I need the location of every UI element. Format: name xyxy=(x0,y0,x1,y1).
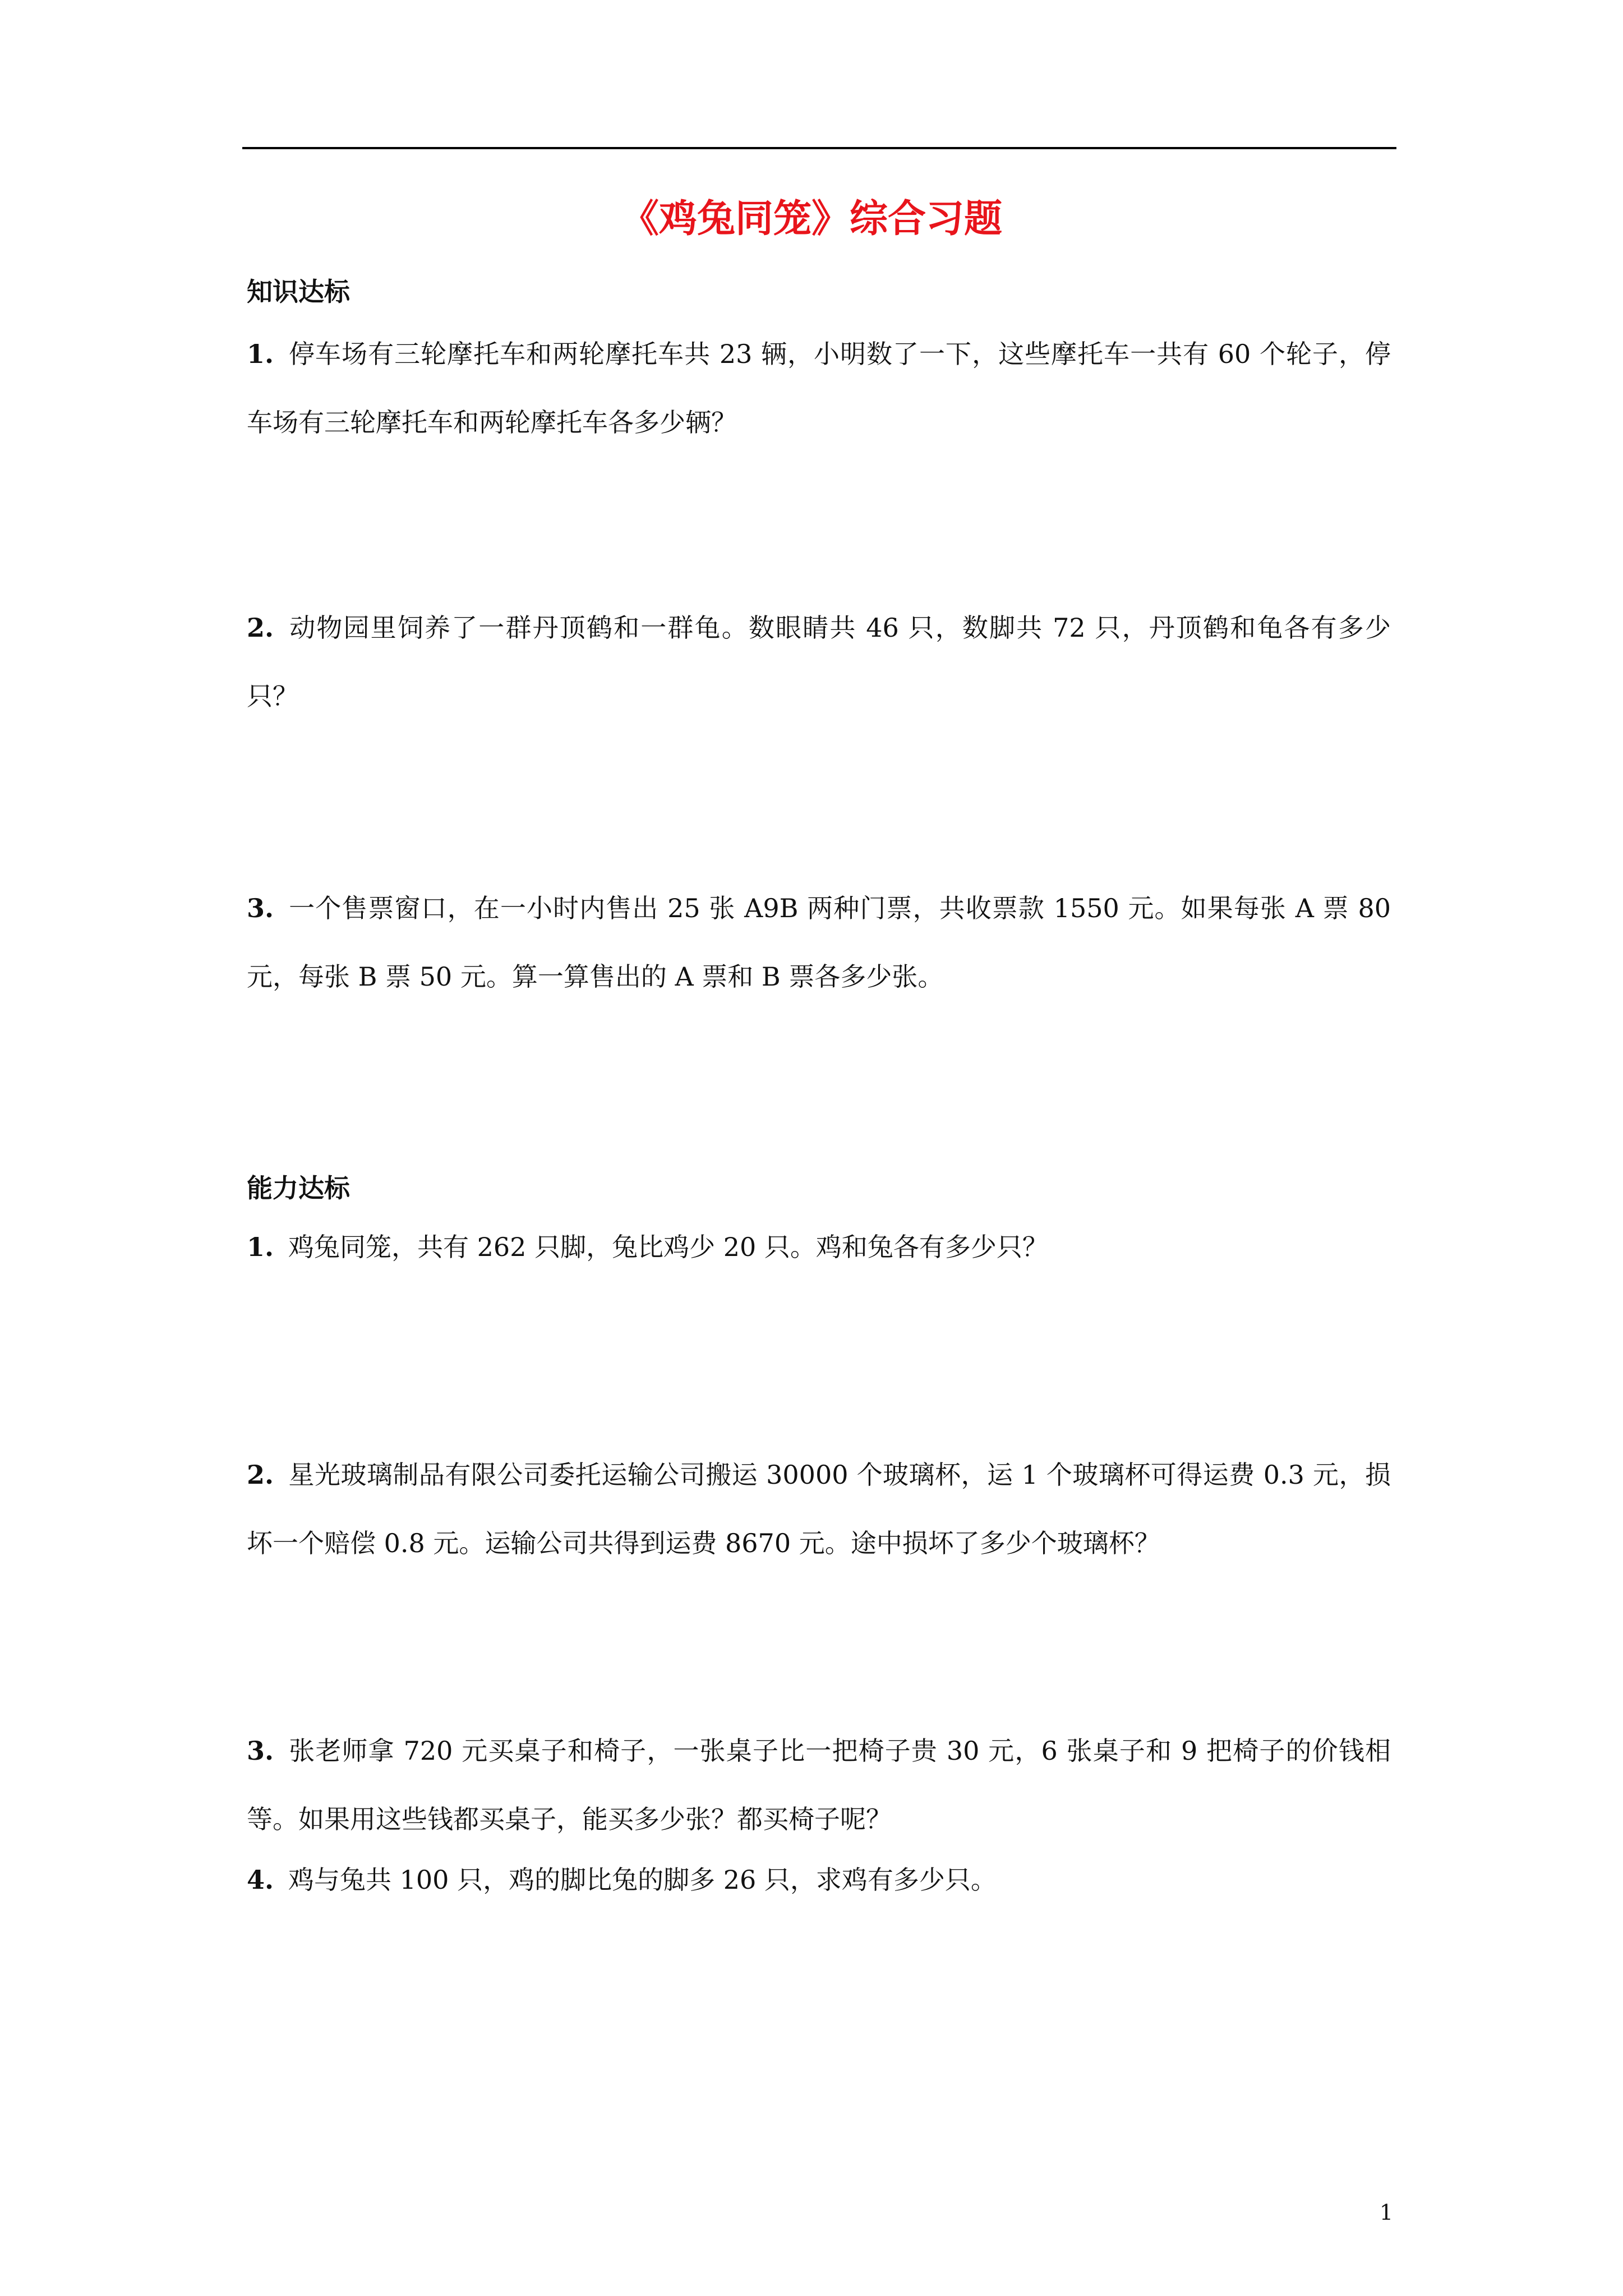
section-heading-ability: 能力达标 xyxy=(247,1173,350,1203)
question-number: 2. xyxy=(247,613,274,643)
page-number: 1 xyxy=(1379,2200,1393,2225)
question-1-3 xyxy=(247,874,1391,1011)
question-1-1 xyxy=(247,320,1391,457)
question-2-4 xyxy=(247,1846,1391,1914)
section-heading-knowledge: 知识达标 xyxy=(247,277,350,307)
question-number: 1. xyxy=(247,1232,274,1262)
question-number: 2. xyxy=(247,1460,274,1490)
question-1-2 xyxy=(247,593,1391,730)
page-title: 《鸡兔同笼》综合习题 xyxy=(620,196,1002,241)
question-text: 一个售票窗口，在一小时内售出 25 张 A9B 两种门票，共收票款 1550 元。如果每张 A 票 80 元，每张 B 票 50 元。算一算售出的 A 票和 B 票各多少张。 xyxy=(247,893,1391,992)
question-text: 动物园里饲养了一群丹顶鹤和一群龟。数眼睛共 46 只，数脚共 72 只，丹顶鹤和龟各有多少只？ xyxy=(247,613,1391,711)
question-number: 4. xyxy=(247,1865,274,1895)
question-text: 停车场有三轮摩托车和两轮摩托车共 23 辆，小明数了一下，这些摩托车一共有 60 个轮子，停车场有三轮摩托车和两轮摩托车各多少辆？ xyxy=(247,339,1391,438)
question-number: 1. xyxy=(247,339,274,369)
question-text: 鸡兔同笼，共有 262 只脚，兔比鸡少 20 只。鸡和兔各有多少只？ xyxy=(288,1232,1048,1262)
header-rule xyxy=(242,147,1396,149)
question-number: 3. xyxy=(247,893,274,923)
question-2-1 xyxy=(247,1213,1391,1281)
question-2-3 xyxy=(247,1717,1391,1853)
question-2-2 xyxy=(247,1441,1391,1577)
question-text: 张老师拿 720 元买桌子和椅子，一张桌子比一把椅子贵 30 元，6 张桌子和 9 把椅子的价钱相等。如果用这些钱都买桌子，能买多少张？都买椅子呢？ xyxy=(247,1736,1391,1834)
question-text: 鸡与兔共 100 只，鸡的脚比兔的脚多 26 只，求鸡有多少只。 xyxy=(288,1865,997,1895)
question-number: 3. xyxy=(247,1736,274,1766)
question-text: 星光玻璃制品有限公司委托运输公司搬运 30000 个玻璃杯，运 1 个玻璃杯可得运费 0.3 元，损坏一个赔偿 0.8 元。运输公司共得到运费 8670 元。途中损坏了多少个玻璃杯？ xyxy=(247,1460,1391,1558)
